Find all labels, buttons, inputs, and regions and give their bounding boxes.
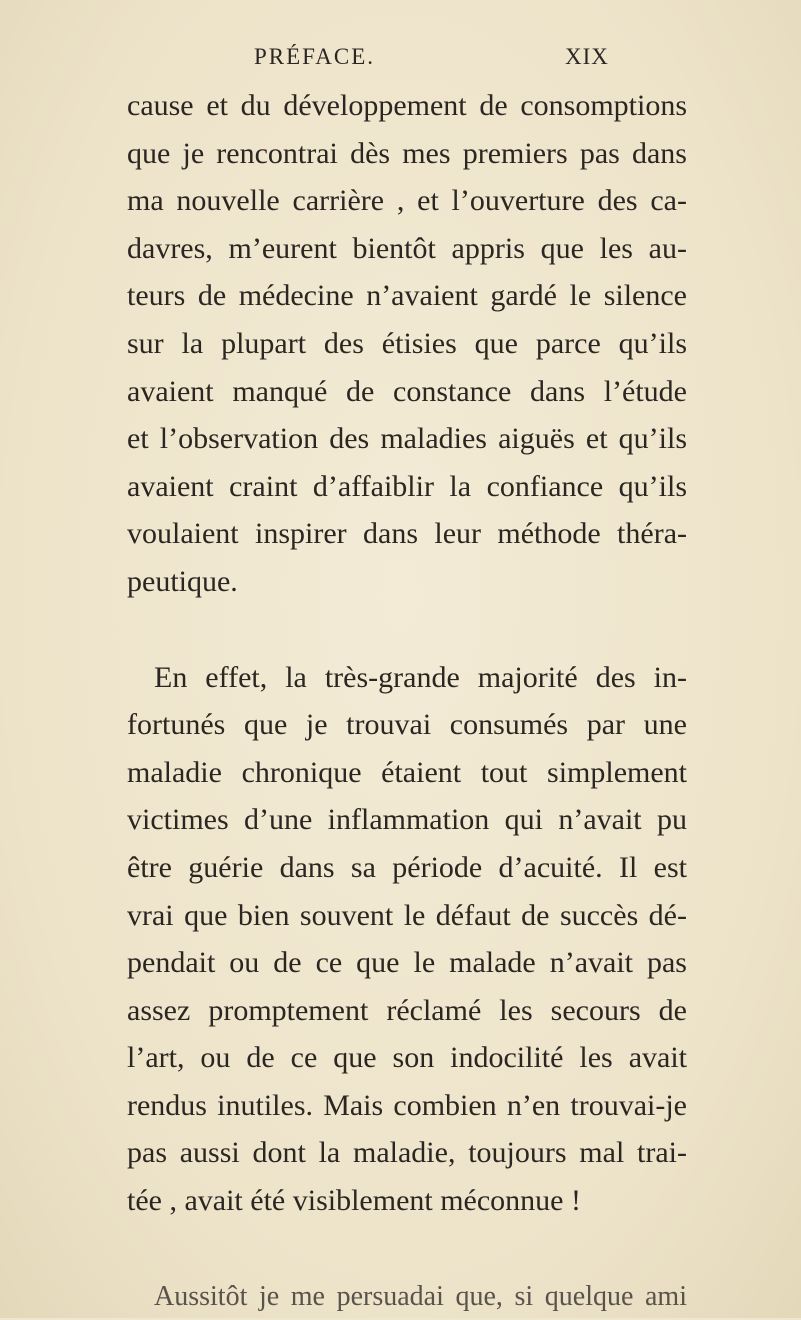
paragraph-2 [127, 654, 687, 1225]
text-line: avaient craint d’affaiblir la confiance qu’ils [127, 469, 687, 503]
paragraph-3 [127, 1273, 687, 1320]
text-line: pas aussi dont la maladie, toujours mal trai- [127, 1136, 687, 1170]
text-line: tée , avait été visiblement méconnue ! [127, 1184, 581, 1218]
text-line: que je rencontrai dès mes premiers pas dans [127, 136, 687, 170]
running-head-title: PRÉFACE. [254, 44, 376, 69]
text-line: assez promptement réclamé les secours de [127, 993, 687, 1027]
text-line: rendus inutiles. Mais combien n’en trouvai-je [127, 1088, 687, 1122]
text-line: vrai que bien souvent le défaut de succès dé- [127, 898, 687, 932]
text-line: cause et du développement de consomptions [127, 89, 687, 122]
paragraph-gap [127, 1225, 687, 1273]
text-line: pendait ou de ce que le malade n’avait pas [127, 946, 687, 980]
page-number: XIX [565, 44, 609, 69]
text-line: davres, m’eurent bientôt appris que les au- [127, 231, 687, 265]
text-line: victimes d’une inflammation qui n’avait pu [127, 803, 687, 837]
text-line: l’art, ou de ce que son indocilité les avait [127, 1041, 687, 1075]
text-line: sur la plupart des étisies que parce qu’ils [127, 326, 687, 360]
text-line: peutique. [127, 564, 238, 598]
text-line: être guérie dans sa période d’acuité. Il est [127, 850, 687, 884]
text-line: et l’observation des maladies aiguës et qu’ils [127, 422, 687, 456]
text-line: Aussitôt je me persuadai que, si quelque ami [154, 1280, 687, 1312]
text-line: En effet, la très-grande majorité des in- [154, 660, 687, 694]
text-line: voulaient inspirer dans leur méthode théra- [127, 517, 687, 551]
text-line: ma nouvelle carrière , et l’ouverture des ca- [127, 184, 687, 218]
body-text [127, 82, 687, 1320]
text-line: fortunés que je trouvai consumés par une [127, 708, 687, 742]
running-head [0, 44, 801, 74]
paragraph-1 [127, 82, 687, 606]
text-line: avaient manqué de constance dans l’étude [127, 374, 687, 408]
text-line: teurs de médecine n’avaient gardé le silence [127, 279, 687, 313]
paragraph-gap [127, 606, 687, 654]
text-line: maladie chronique étaient tout simplement [127, 755, 687, 789]
